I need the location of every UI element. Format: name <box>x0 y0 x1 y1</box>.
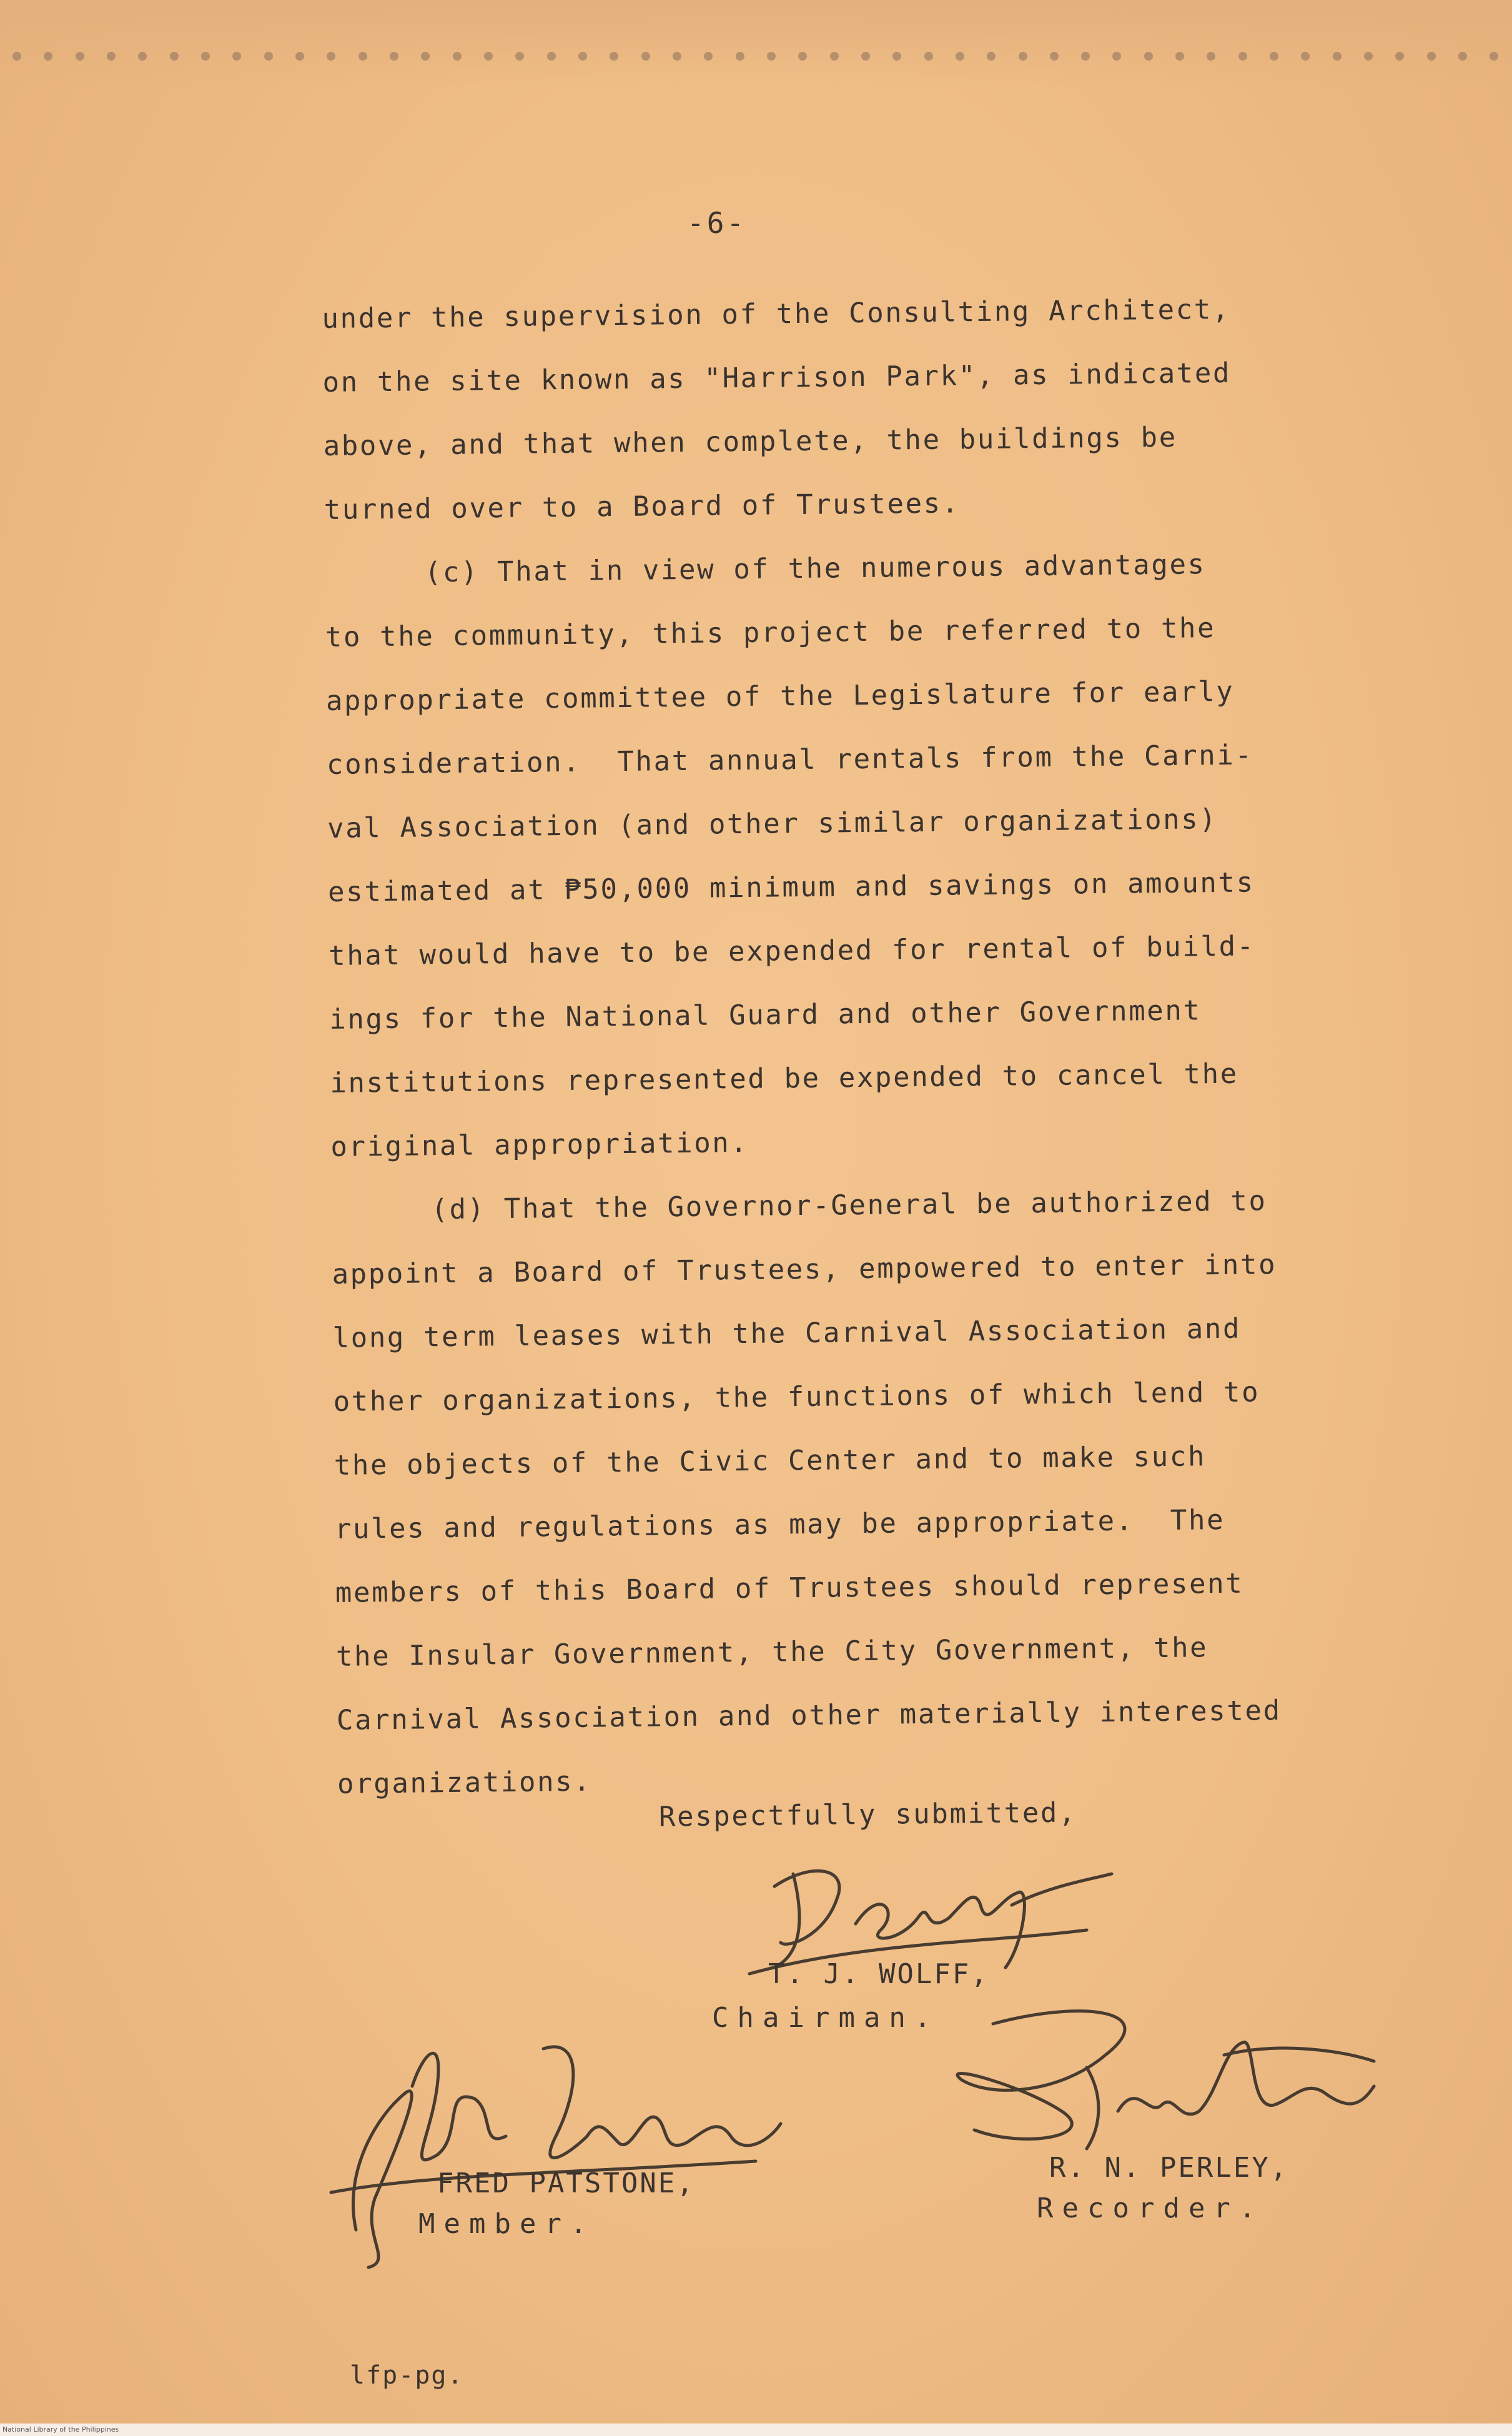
text-line: turned over to a Board of Trustees. <box>324 487 961 526</box>
text-line: institutions represented be expended to cancel the <box>330 1057 1239 1099</box>
text-line: ings for the National Guard and other Government <box>329 994 1202 1036</box>
text-line: rules and regulations as may be appropriate. The <box>334 1503 1225 1545</box>
perforation-row <box>12 37 1499 75</box>
text-line: the Insular Government, the City Government, the <box>335 1631 1208 1673</box>
text-line: appoint a Board of Trustees, empowered to enter into <box>332 1249 1277 1290</box>
text-line: long term leases with the Carnival Association and <box>332 1312 1242 1354</box>
page-number: -6- <box>687 206 747 240</box>
typist-initials: lfp-pg. <box>350 2361 464 2390</box>
archive-footer: National Library of the Philippines <box>0 2424 1512 2436</box>
text-line: appropriate committee of the Legislature for early <box>325 675 1235 717</box>
paragraph-c-start: (c) That in view of the numerous advantages <box>424 548 1206 589</box>
member-role: Member. <box>418 2208 596 2240</box>
text-line: other organizations, the functions of which lend to <box>333 1376 1260 1418</box>
text-line: consideration. That annual rentals from the Carni- <box>326 739 1253 781</box>
recorder-name: R. N. PERLEY, <box>1049 2152 1289 2184</box>
text-line: Carnival Association and other materially interested <box>336 1695 1282 1736</box>
closing-salutation: Respectfully submitted, <box>658 1796 1077 1833</box>
text-line: estimated at ₱50,000 minimum and savings on amounts <box>327 866 1255 908</box>
chair-name: T. J. WOLFF, <box>768 1958 989 1990</box>
text-line: original appropriation. <box>330 1126 749 1163</box>
chair-role: Chairman. <box>712 2002 940 2034</box>
text-line: members of this Board of Trustees should represent <box>335 1567 1244 1609</box>
recorder-role: Recorder. <box>1037 2192 1265 2224</box>
text-line: organizations. <box>337 1765 592 1800</box>
text-line: under the supervision of the Consulting Architect, <box>322 293 1231 335</box>
text-line: val Association (and other similar organizations) <box>327 803 1218 844</box>
text-line: on the site known as "Harrison Park", as indicated <box>322 357 1232 399</box>
paragraph-d-start: (d) That the Governor-General be authorized to <box>431 1185 1267 1226</box>
text-line: above, and that when complete, the buildings be <box>323 421 1178 462</box>
body-text <box>322 277 1362 1816</box>
text-line: the objects of the Civic Center and to make such <box>334 1440 1207 1482</box>
member-name: FRED PATSTONE, <box>437 2167 695 2199</box>
text-line: that would have to be expended for rental of build- <box>328 930 1256 972</box>
text-line: to the community, this project be referred to the <box>325 612 1216 653</box>
